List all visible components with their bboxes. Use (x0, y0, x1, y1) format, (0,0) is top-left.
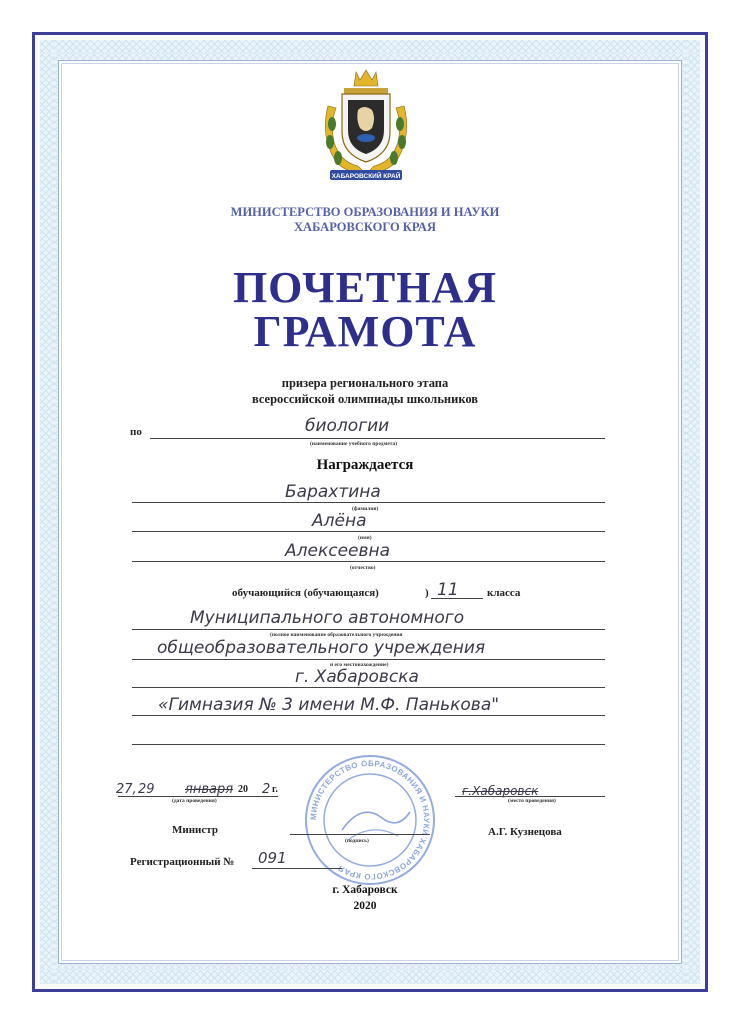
signature-caption: (подпись) (345, 838, 369, 844)
date-year-suffix: г. (272, 784, 278, 795)
signature-line (290, 834, 430, 835)
subject-line (150, 438, 605, 439)
date-year: 2 (262, 782, 271, 797)
stamp-text: МИНИСТЕРСТВО ОБРАЗОВАНИЯ И НАУКИ ХАБАРОВСКОГО КРАЯ (308, 758, 432, 882)
school-line-3 (132, 687, 605, 688)
khabarovsk-coat-of-arms-icon (318, 66, 414, 184)
footer-city: г. Хабаровск (332, 884, 398, 896)
school-line-1 (132, 629, 605, 630)
school-name-line-4: «Гимназия № 3 имени М.Ф. Панькова" (158, 695, 500, 715)
title-line-2: ГРАМОТА (253, 307, 477, 356)
surname-caption: (фамилия) (352, 506, 379, 512)
ministry-heading (100, 205, 630, 235)
certificate-title (100, 263, 630, 356)
date-line (118, 796, 278, 797)
date-day: 29 (138, 782, 155, 797)
surname-line (132, 502, 605, 503)
school-caption-2: и его местонахождение) (330, 662, 389, 668)
school-name-line-3: г. Хабаровска (295, 667, 419, 687)
title-line-1: ПОЧЕТНАЯ (232, 263, 498, 312)
registration-label: Регистрационный № (130, 856, 235, 868)
class-bracket: ) (425, 587, 429, 599)
subject-prefix: по (130, 426, 142, 438)
name-line (132, 531, 605, 532)
date-caption: (дата проведения) (172, 798, 217, 804)
awarded-label: Награждается (316, 457, 414, 473)
date-day-prefix: 27, (116, 782, 137, 797)
subtitle-line-1: призера регионального этапа (281, 376, 449, 390)
place-caption: (место проведения) (508, 798, 556, 804)
patronymic-caption: (отчество) (350, 565, 376, 571)
subject-caption: (наименование учебного предмета) (310, 441, 398, 447)
class-prefix: обучающийся (обучающаяся) (232, 587, 379, 599)
class-suffix: класса (487, 587, 521, 599)
subject-value: биологии (305, 416, 390, 436)
recipient-surname: Барахтина (285, 482, 381, 502)
date-month: января (185, 782, 234, 797)
name-caption: (имя) (358, 535, 372, 541)
school-line-2 (132, 659, 605, 660)
subtitle-line-2: всероссийской олимпиады школьников (251, 392, 479, 406)
school-line-4 (132, 715, 605, 716)
school-caption-1: (полное наименование образовательного учреждения (270, 632, 403, 638)
place-line (455, 796, 605, 797)
certificate-subtitle (100, 375, 630, 407)
date-year-prefix: 20 (238, 784, 248, 795)
signature-role: Министр (172, 824, 218, 836)
registration-line (252, 868, 342, 869)
signer-name: А.Г. Кузнецова (488, 826, 562, 838)
svg-text:МИНИСТЕРСТВО ОБРАЗОВАНИЯ И НАУ (309, 759, 431, 881)
emblem-ribbon-text: ХАБАРОВСКИЙ КРАЙ (331, 173, 401, 180)
school-line-5 (132, 744, 605, 745)
school-name-line-2: общеобразовательного учреждения (157, 638, 486, 658)
ministry-line-2: ХАБАРОВСКОГО КРАЯ (294, 220, 436, 234)
ministry-line-1: МИНИСТЕРСТВО ОБРАЗОВАНИЯ И НАУКИ (230, 205, 500, 219)
recipient-patronymic: Алексеевна (285, 541, 391, 561)
class-grade: 11 (437, 580, 459, 600)
registration-number: 091 (258, 849, 287, 867)
school-name-line-1: Муниципального автономного (190, 608, 465, 628)
patronymic-line (132, 561, 605, 562)
recipient-name: Алёна (312, 511, 367, 531)
footer-year: 2020 (353, 900, 377, 912)
event-place: г.Хабаровск (462, 784, 539, 798)
